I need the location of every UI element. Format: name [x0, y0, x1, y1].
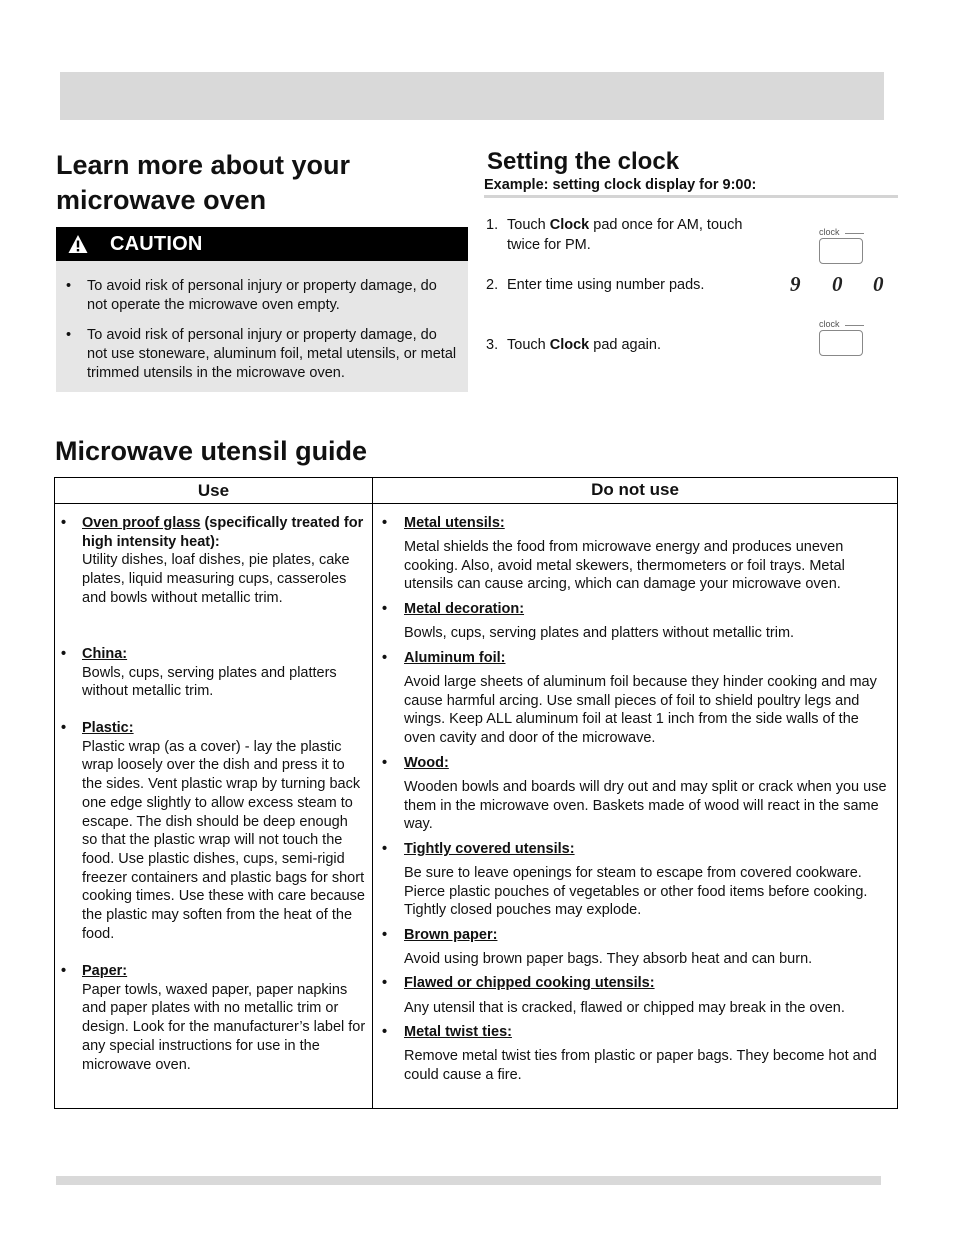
use-item-text: Utility dishes, loaf dishes, pie plates, cake plates, liquid measuring cups, casseroles and bowls without metallic trim. [82, 552, 350, 606]
do-not-use-item [382, 514, 892, 533]
do-not-use-text: Wooden bowls and boards will dry out and may split or crack when you use them in the microwave oven. Baskets made of wood will react in the same way. [404, 779, 887, 833]
do-not-use-text: Avoid using brown paper bags. They absorb heat and can burn. [404, 951, 813, 967]
do-not-use-heading: Flawed or chipped cooking utensils: [404, 975, 655, 991]
do-not-use-item [382, 649, 892, 668]
use-item-text: Paper towls, waxed paper, paper napkins and paper plates with no metallic trim or design. Look for the manufacturer’s label for any special instructions for use in the microwave oven. [82, 981, 366, 1073]
step-number: 1. [486, 217, 499, 233]
do-not-use-heading: Wood: [404, 755, 449, 771]
use-item [61, 719, 366, 943]
bullet: • [61, 646, 67, 662]
use-item-heading: Paper: [82, 963, 128, 979]
display-digit: 9 [790, 272, 801, 296]
do-not-use-text: Any utensil that is cracked, flawed or chipped may break in the oven. [404, 1000, 845, 1016]
use-item-heading: China: [82, 646, 128, 662]
caution-item [66, 277, 458, 315]
do-not-use-text: Metal shields the food from microwave energy and produces uneven cooking. Also, avoid metal skewers, thermometers or foil trays. Metal utensils can cause arcing, which can damage your microwave oven. [404, 539, 845, 593]
bullet: • [66, 278, 72, 294]
clock-step [486, 215, 746, 255]
use-item [61, 514, 366, 608]
use-item [61, 962, 366, 1074]
do-not-use-text: Bowls, cups, serving plates and platters without metallic trim. [404, 625, 795, 641]
bullet: • [61, 963, 67, 979]
do-not-use-text: Be sure to leave openings for steam to escape from covered cookware. Pierce plastic pouches of vegetables or other food items before cooking. Tightly closed pouches may explode. [404, 865, 868, 919]
use-item-heading: Plastic: [82, 720, 134, 736]
do-not-use-text: Remove metal twist ties from plastic or paper bags. They become hot and could cause a fire. [404, 1048, 877, 1083]
use-item-text: Bowls, cups, serving plates and platters without metallic trim. [82, 664, 337, 700]
bullet: • [382, 601, 388, 617]
footer-bar [56, 1176, 881, 1185]
caution-text: To avoid risk of personal injury or property damage, do not use stoneware, aluminum foil, metal utensils, or metal trimmed utensils in the microwave oven. [87, 327, 457, 381]
display-digit: 0 [832, 272, 843, 296]
caution-header [56, 227, 468, 261]
clock-key-label: Clock [549, 217, 590, 233]
do-not-use-item [382, 974, 892, 993]
clock-key-label: Clock [549, 337, 590, 353]
clock-pad-label: clock [819, 227, 840, 237]
bullet: • [382, 975, 388, 991]
clock-step [486, 335, 746, 355]
clock-example: Example: setting clock display for 9:00: [484, 177, 757, 193]
bullet: • [66, 327, 72, 343]
page-title: Learn more about your microwave oven [56, 150, 351, 215]
step-text: pad once for AM, touch twice for PM. [507, 217, 743, 253]
bullet: • [61, 720, 67, 736]
do-not-use-heading: Metal utensils: [404, 515, 505, 531]
clock-section-title: Setting the clock [487, 148, 680, 175]
do-not-use-column-header: Do not use [591, 480, 679, 499]
bullet: • [382, 755, 388, 771]
guide-title: Microwave utensil guide [55, 436, 368, 466]
bullet: • [382, 650, 388, 666]
do-not-use-text: Avoid large sheets of aluminum foil because they hinder cooking and may cause harmful arcing. Use small pieces of foil to shield poultry legs and wings. Keep ALL aluminum foil at least 1 inch from the side walls of the oven cavity and door of the microwave. [404, 674, 877, 747]
header-divider [54, 503, 898, 504]
step-text: Touch [507, 337, 550, 353]
step-number: 2. [486, 277, 499, 293]
caution-box [56, 261, 468, 392]
clock-pad-label: clock [819, 319, 840, 329]
divider [484, 195, 898, 198]
do-not-use-heading: Brown paper: [404, 927, 498, 943]
use-column-header: Use [197, 481, 230, 500]
warning-triangle-icon [68, 234, 88, 254]
step-text: Enter time using number pads. [507, 277, 705, 293]
do-not-use-item [382, 754, 892, 773]
use-item-heading-extra: (specifically treated for high intensity heat): [82, 515, 364, 550]
do-not-use-item [382, 840, 892, 859]
use-item [61, 645, 366, 701]
clock-pad-icon [818, 320, 864, 356]
bullet: • [382, 841, 388, 857]
use-item-text: Plastic wrap (as a cover) - lay the plastic wrap loosely over the dish and press it to the sides. Vent plastic wrap by turning back one edge slightly to allow excess steam to escape. The dish should be deep enough so that the plastic wrap will not touch the food. Use plastic dishes, cups, semi-rigid freezer containers and plastic bags for short cooking times. Use these with care because the plastic may soften from the heat of the food. [82, 738, 365, 942]
use-item-heading: Oven proof glass [82, 515, 201, 531]
caution-item [66, 326, 458, 383]
bullet: • [382, 1024, 388, 1040]
caution-label: CAUTION [110, 233, 203, 255]
bullet: • [61, 515, 67, 531]
do-not-use-heading: Aluminum foil: [404, 650, 506, 666]
step-text: pad again. [589, 337, 661, 353]
column-divider [372, 477, 373, 1109]
do-not-use-item [382, 1023, 892, 1042]
do-not-use-heading: Metal decoration: [404, 601, 525, 617]
step-text: Touch [507, 217, 550, 233]
clock-step [486, 275, 746, 295]
bullet: • [382, 927, 388, 943]
bullet: • [382, 515, 388, 531]
clock-pad-icon [818, 228, 864, 264]
do-not-use-item [382, 926, 892, 945]
do-not-use-heading: Tightly covered utensils: [404, 841, 575, 857]
step-number: 3. [486, 337, 499, 353]
do-not-use-heading: Metal twist ties: [404, 1024, 512, 1040]
display-digit: 0 [873, 272, 884, 296]
caution-text: To avoid risk of personal injury or property damage, do not operate the microwave oven empty. [87, 278, 437, 313]
header-bar [60, 72, 884, 120]
do-not-use-item [382, 600, 892, 619]
